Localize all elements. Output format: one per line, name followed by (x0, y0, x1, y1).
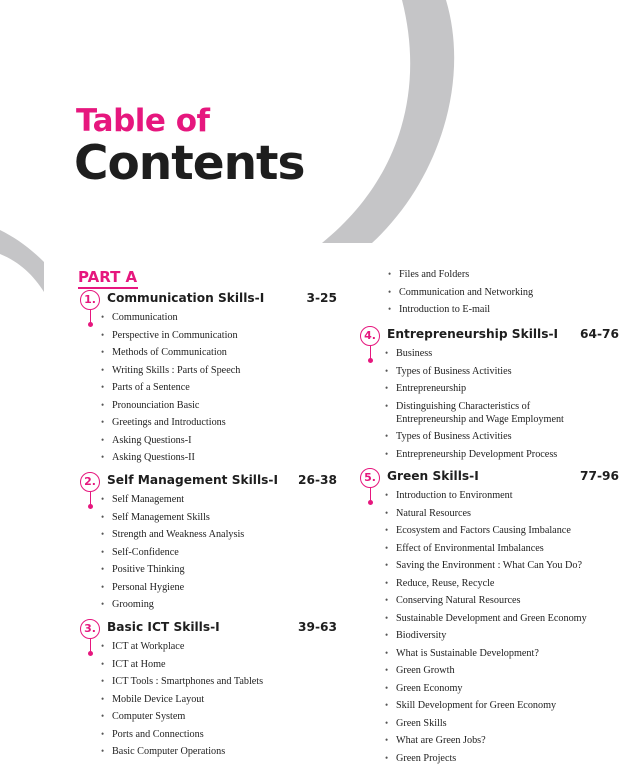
section-number-badge: 2. (80, 472, 100, 492)
title-line-2: Contents (74, 136, 305, 191)
section-pages: 3-25 (306, 291, 337, 305)
topic-item[interactable]: • ICT at Workplace (101, 640, 337, 653)
topic-item[interactable]: • Entrepreneurship (385, 382, 619, 395)
section-5 (360, 468, 619, 769)
topic-item[interactable]: • Skill Development for Green Economy (385, 699, 619, 712)
topic-item[interactable]: • Green Economy (385, 682, 619, 695)
topic-item[interactable]: • Green Projects (385, 752, 619, 765)
topic-item[interactable]: • Basic Computer Operations (101, 745, 337, 758)
badge-dot (88, 504, 93, 509)
topic-item[interactable]: • Ecosystem and Factors Causing Imbalance (385, 524, 619, 537)
badge-dot (88, 651, 93, 656)
section-title[interactable]: Communication Skills-I (107, 291, 265, 305)
topic-item[interactable]: • Introduction to E-mail (388, 303, 621, 316)
topic-list (385, 489, 619, 765)
topic-item[interactable]: • Personal Hygiene (101, 581, 337, 594)
topic-item[interactable]: • ICT Tools : Smartphones and Tablets (101, 675, 337, 688)
section-1 (80, 290, 337, 469)
topic-list (388, 268, 621, 316)
section-number-badge: 5. (360, 468, 380, 488)
topic-item[interactable]: • ICT at Home (101, 658, 337, 671)
badge-dot (88, 322, 93, 327)
topic-item[interactable]: • Strength and Weakness Analysis (101, 528, 337, 541)
topic-item[interactable]: • Introduction to Environment (385, 489, 619, 502)
topic-item[interactable]: • Asking Questions-I (101, 434, 337, 447)
topic-item[interactable]: • Biodiversity (385, 629, 619, 642)
topic-item[interactable]: • Saving the Environment : What Can You Do? (385, 559, 619, 572)
section-title[interactable]: Entrepreneurship Skills-I (387, 327, 559, 341)
topic-item[interactable]: • What are Green Jobs? (385, 734, 619, 747)
topic-item[interactable]: • Distinguishing Characteristics of Entrepreneurship and Wage Employment (385, 400, 619, 426)
section-header (360, 468, 619, 488)
topic-item[interactable]: • Green Growth (385, 664, 619, 677)
part-underline (78, 287, 138, 289)
topic-list (385, 347, 619, 461)
topic-item[interactable]: • Natural Resources (385, 507, 619, 520)
topic-item[interactable]: • Files and Folders (388, 268, 621, 281)
topic-item[interactable]: • Types of Business Activities (385, 365, 619, 378)
section-header (80, 619, 337, 639)
topic-item[interactable]: • Writing Skills : Parts of Speech (101, 364, 337, 377)
topic-item[interactable]: • Self Management (101, 493, 337, 506)
topic-item[interactable]: • Parts of a Sentence (101, 381, 337, 394)
topic-item[interactable]: • Effect of Environmental Imbalances (385, 542, 619, 555)
section-3-continued (384, 268, 621, 321)
section-number-badge: 3. (80, 619, 100, 639)
topic-item[interactable]: • What is Sustainable Development? (385, 647, 619, 660)
badge-dot (368, 500, 373, 505)
topic-list (101, 311, 337, 464)
topic-item[interactable]: • Ports and Connections (101, 728, 337, 741)
topic-item[interactable]: • Asking Questions-II (101, 451, 337, 464)
section-pages: 26-38 (298, 473, 337, 487)
section-4 (360, 326, 619, 465)
topic-item[interactable]: • Entrepreneurship Development Process (385, 448, 619, 461)
topic-list (101, 640, 337, 758)
topic-item[interactable]: • Self-Confidence (101, 546, 337, 559)
section-number-badge: 4. (360, 326, 380, 346)
section-number-badge: 1. (80, 290, 100, 310)
section-header (80, 472, 337, 492)
topic-item[interactable]: • Perspective in Communication (101, 329, 337, 342)
topic-item[interactable]: • Computer System (101, 710, 337, 723)
section-pages: 77-96 (580, 469, 619, 483)
topic-item[interactable]: • Pronounciation Basic (101, 399, 337, 412)
topic-item[interactable]: • Communication (101, 311, 337, 324)
part-label: PART A (78, 268, 138, 286)
topic-item[interactable]: • Reduce, Reuse, Recycle (385, 577, 619, 590)
topic-item[interactable]: • Business (385, 347, 619, 360)
topic-item[interactable]: • Positive Thinking (101, 563, 337, 576)
topic-item[interactable]: • Greetings and Introductions (101, 416, 337, 429)
topic-list (101, 493, 337, 611)
section-title[interactable]: Green Skills-I (387, 469, 479, 483)
title-line-1: Table of (76, 103, 210, 139)
topic-item[interactable]: • Mobile Device Layout (101, 693, 337, 706)
topic-item[interactable]: • Grooming (101, 598, 337, 611)
topic-item[interactable]: • Communication and Networking (388, 286, 621, 299)
topic-item[interactable]: • Self Management Skills (101, 511, 337, 524)
section-pages: 39-63 (298, 620, 337, 634)
section-title[interactable]: Self Management Skills-I (107, 473, 278, 487)
topic-item[interactable]: • Methods of Communication (101, 346, 337, 359)
section-pages: 64-76 (580, 327, 619, 341)
topic-item[interactable]: • Green Skills (385, 717, 619, 730)
topic-item[interactable]: • Sustainable Development and Green Economy (385, 612, 619, 625)
section-title[interactable]: Basic ICT Skills-I (107, 620, 220, 634)
topic-item[interactable]: • Types of Business Activities (385, 430, 619, 443)
section-3 (80, 619, 337, 763)
section-header (360, 326, 619, 346)
topic-item[interactable]: • Conserving Natural Resources (385, 594, 619, 607)
section-header (80, 290, 337, 310)
badge-dot (368, 358, 373, 363)
section-2 (80, 472, 337, 616)
